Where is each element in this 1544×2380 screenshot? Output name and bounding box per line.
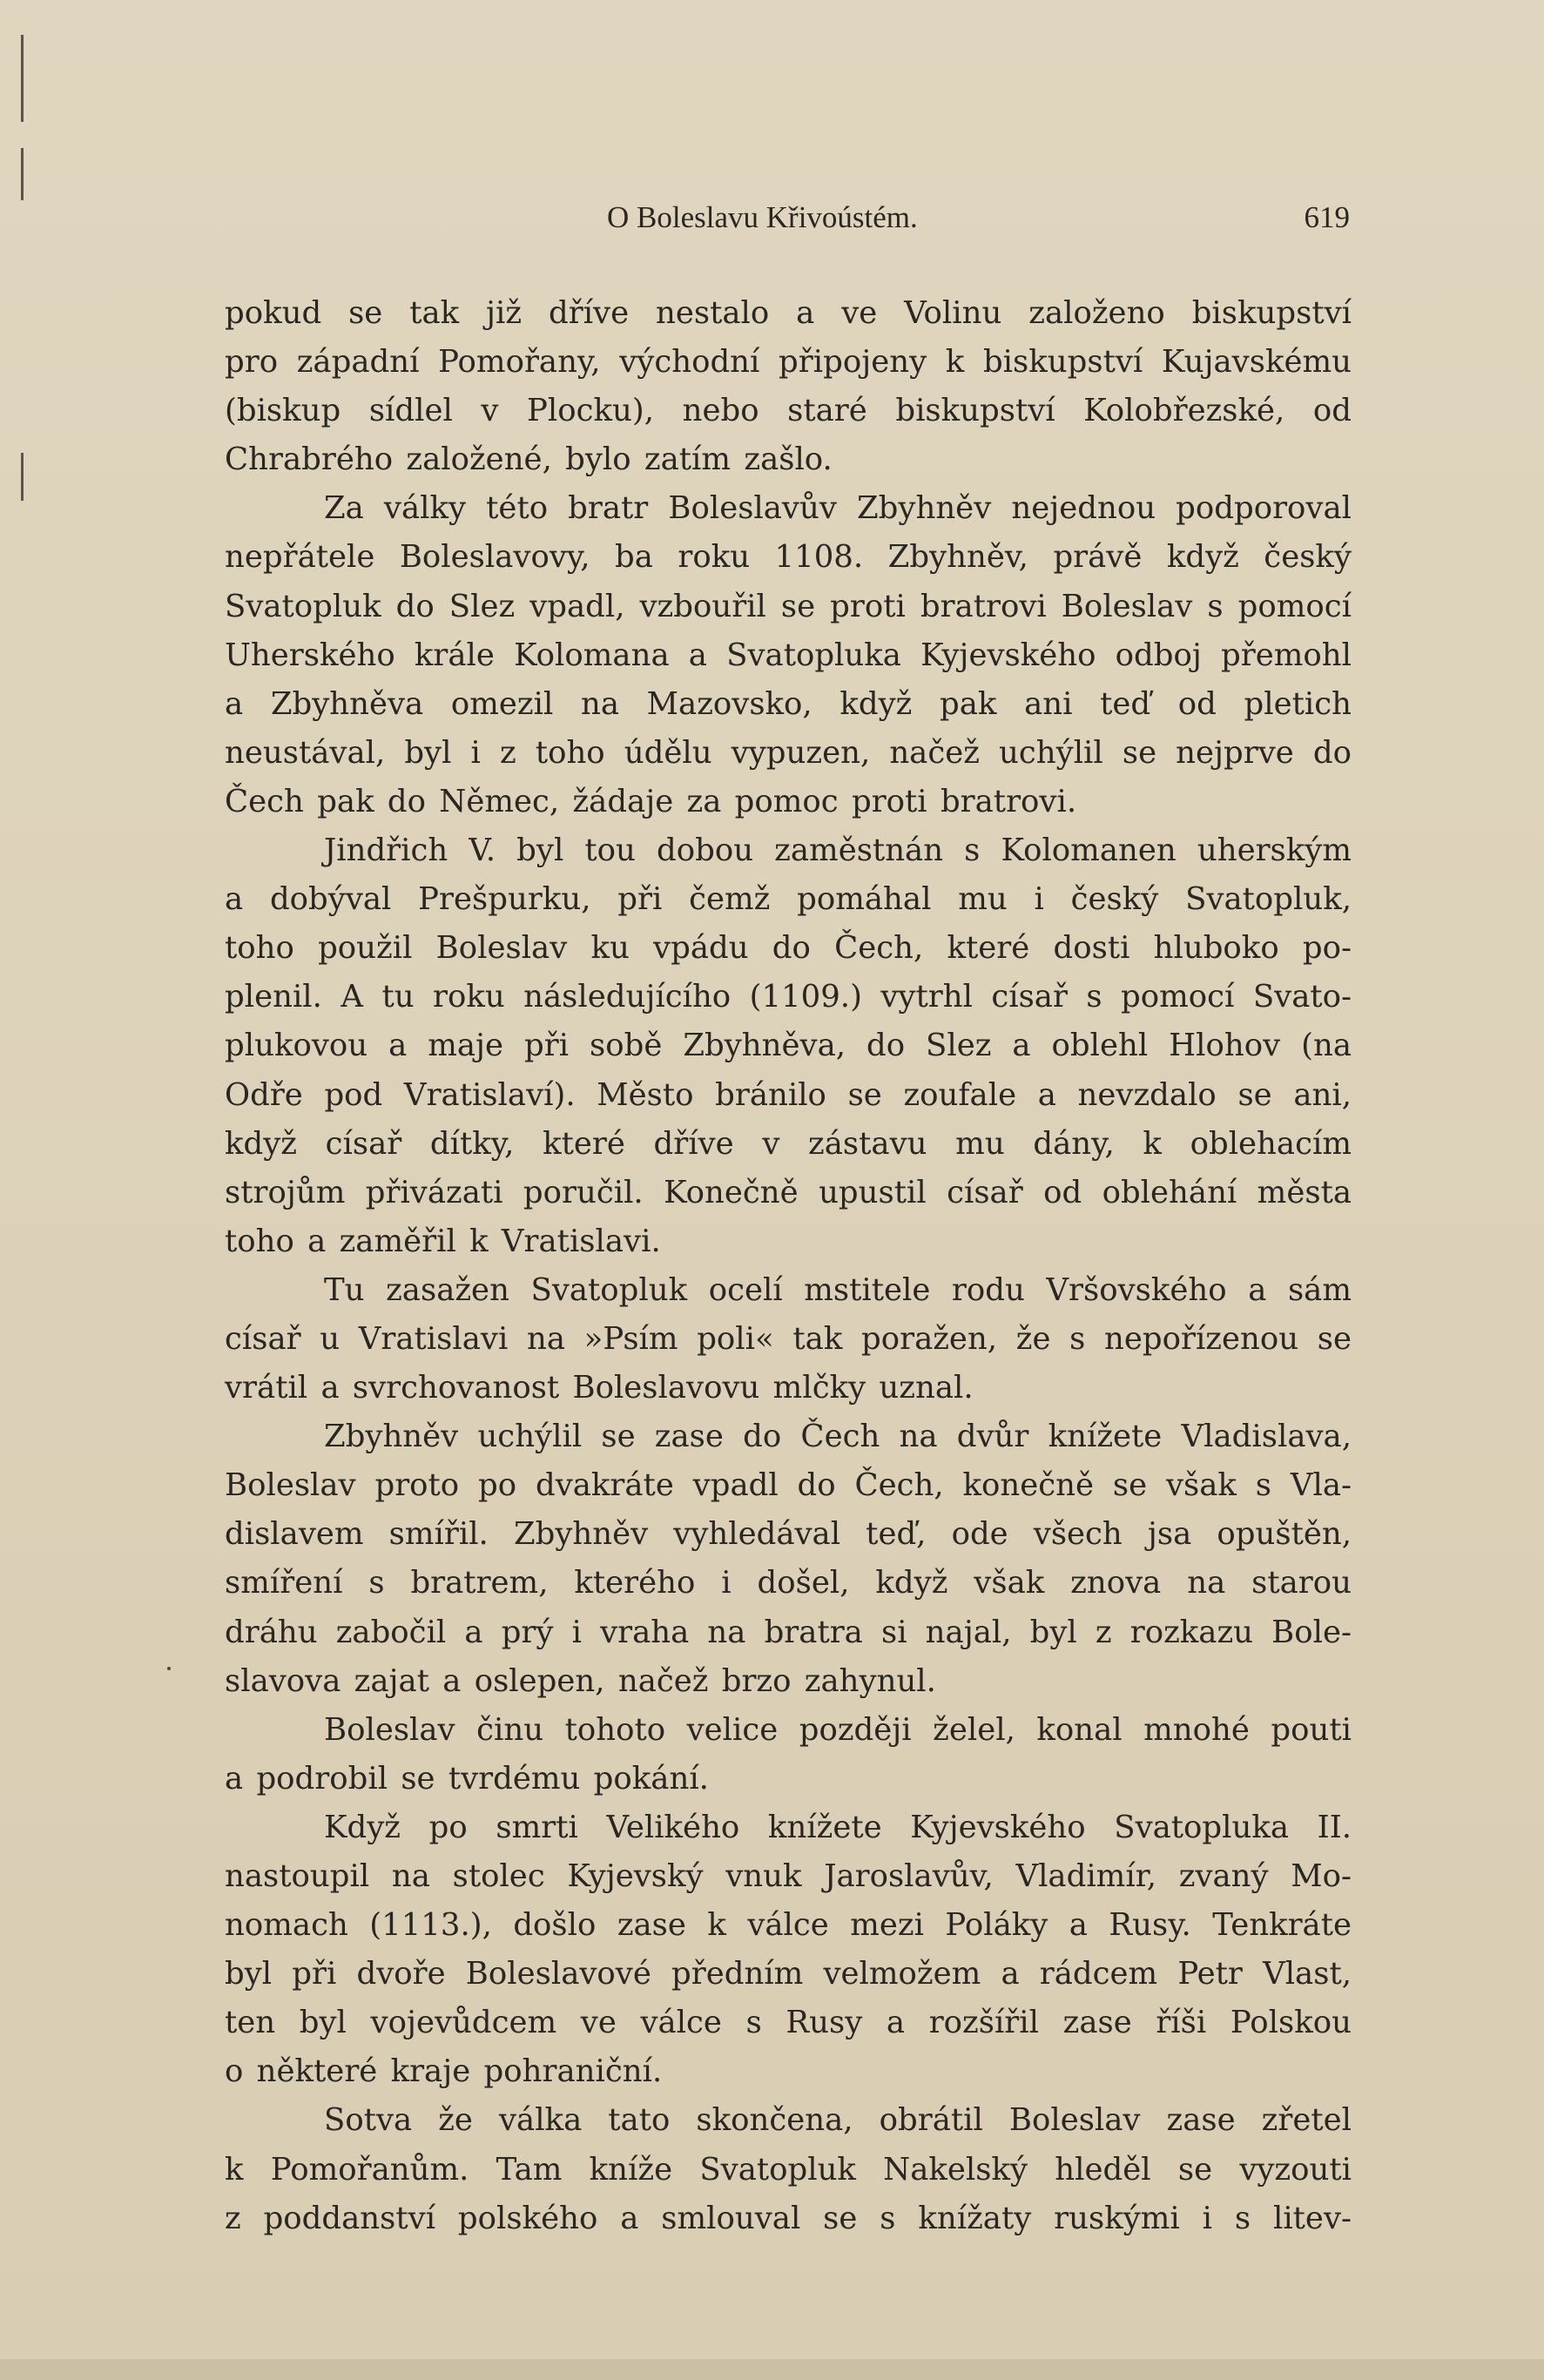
text-line: císař u Vratislavi na »Psím poli« tak poražen, že s nepořízenou se (225, 1320, 1352, 1357)
text-line: Sotva že válka tato skončena, obrátil Boleslav zase zřetel (324, 2102, 1352, 2139)
scan-bottom-edge (0, 2359, 1544, 2380)
text-line: Svatopluk do Slez vpadl, vzbouřil se proti bratrovi Boleslav s pomocí (225, 588, 1352, 624)
text-line: toho použil Boleslav ku vpádu do Čech, které dosti hluboko po- (225, 930, 1352, 967)
text-line: nepřátele Boleslavovy, ba roku 1108. Zbyhněv, právě když český (225, 539, 1352, 576)
text-line: slavova zajat a oslepen, načež brzo zahynul. (225, 1662, 936, 1699)
text-line: dislavem smířil. Zbyhněv vyhledával teď, ode všech jsa opuštěn, (225, 1516, 1352, 1553)
text-line: plenil. A tu roku následujícího (1109.) vytrhl císař s pomocí Svato- (225, 979, 1352, 1015)
text-line: nastoupil na stolec Kyjevský vnuk Jaroslavův, Vladimír, zvaný Mo- (225, 1858, 1352, 1894)
text-line: a podrobil se tvrdému pokání. (225, 1760, 709, 1797)
binding-edge-mark (21, 148, 24, 200)
text-line: vrátil a svrchovanost Boleslavovu mlčky uznal. (225, 1370, 974, 1406)
text-line: toho a zaměřil k Vratislavi. (225, 1223, 661, 1259)
text-line: Tu zasažen Svatopluk ocelí mstitele rodu Vršovského a sám (324, 1271, 1352, 1308)
text-line: Uherského krále Kolomana a Svatopluka Kyjevského odboj přemohl (225, 637, 1352, 673)
text-line: k Pomořanům. Tam kníže Svatopluk Nakelský hleděl se vyzouti (225, 2151, 1352, 2188)
text-line: o některé kraje pohraniční. (225, 2053, 663, 2090)
text-line: Boleslav proto po dvakráte vpadl do Čech, konečně se však s Vla- (225, 1467, 1352, 1504)
text-line: Chrabrého založené, bylo zatím zašlo. (225, 442, 833, 478)
text-line: strojům přivázati poručil. Konečně upustil císař od oblehání města (225, 1174, 1352, 1210)
text-line: když císař dítky, které dříve v zástavu mu dány, k oblehacím (225, 1125, 1352, 1162)
text-line: byl při dvoře Boleslavové předním velmožem a rádcem Petr Vlast, (225, 1956, 1352, 1992)
page-number: 619 (1304, 200, 1350, 234)
binding-edge-mark (21, 35, 24, 122)
text-line: a dobýval Prešpurku, při čemž pomáhal mu i český Svatopluk, (225, 881, 1352, 918)
text-line: smíření s bratrem, kterého i došel, když však znova na starou (225, 1565, 1352, 1601)
text-line: Boleslav činu tohoto velice později želel, konal mnohé pouti (324, 1711, 1352, 1748)
text-line: plukovou a maje při sobě Zbyhněva, do Slez a oblehl Hlohov (na (225, 1028, 1352, 1064)
text-line: z poddanství polského a smlouval se s knížaty ruskými i s litev- (225, 2200, 1352, 2236)
text-line: nomach (1113.), došlo zase k válce mezi Poláky a Rusy. Tenkráte (225, 1907, 1352, 1944)
body-text (225, 289, 1352, 2243)
text-line: pro západní Pomořany, východní připojeny k biskupství Kujavskému (225, 344, 1352, 381)
binding-edge-mark (21, 453, 24, 501)
text-line: pokud se tak již dříve nestalo a ve Volinu založeno biskupství (225, 295, 1352, 331)
text-line: Odře pod Vratislaví). Město bránilo se zoufale a nevzdalo se ani, (225, 1076, 1352, 1113)
text-line: neustával, byl i z toho údělu vypuzen, načež uchýlil se nejprve do (225, 734, 1352, 771)
running-title: O Boleslavu Křivoústém. (607, 200, 918, 234)
text-line: a Zbyhněva omezil na Mazovsko, když pak ani teď od pletich (225, 685, 1352, 722)
text-line: Jindřich V. byl tou dobou zaměstnán s Kolomanen uherským (324, 833, 1352, 869)
paper-speck (167, 1667, 171, 1670)
text-line: Zbyhněv uchýlil se zase do Čech na dvůr knížete Vladislava, (324, 1419, 1352, 1455)
text-line: Za války této bratr Boleslavův Zbyhněv nejednou podporoval (324, 490, 1352, 527)
text-line: Čech pak do Němec, žádaje za pomoc proti bratrovi. (225, 783, 1077, 819)
text-line: dráhu zabočil a prý i vraha na bratra si najal, byl z rozkazu Bole- (225, 1614, 1352, 1650)
text-line: (biskup sídlel v Plocku), nebo staré biskupství Kolobřezské, od (225, 393, 1352, 429)
text-line: ten byl vojevůdcem ve válce s Rusy a rozšířil zase říši Polskou (225, 2005, 1352, 2041)
text-line: Když po smrti Velikého knížete Kyjevského Svatopluka II. (324, 1809, 1352, 1845)
